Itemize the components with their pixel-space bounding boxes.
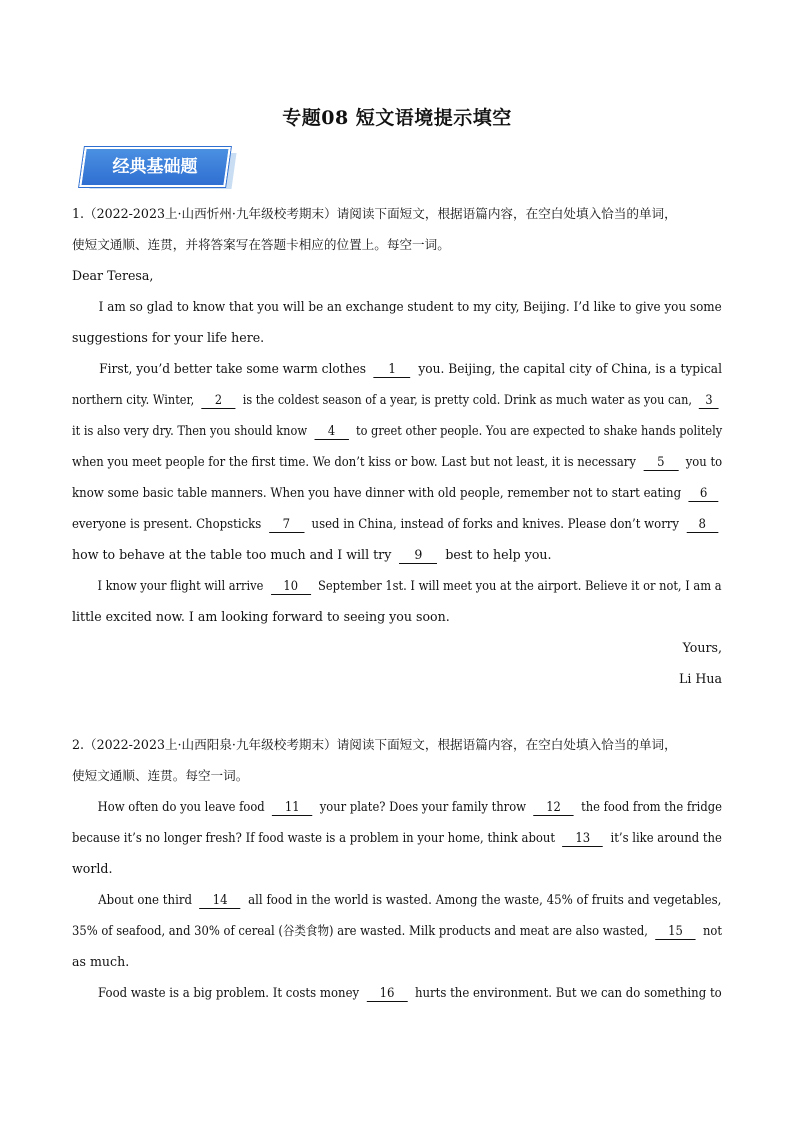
q1-paragraph-3-line [72, 570, 722, 601]
blank-14[interactable]: 14 [200, 892, 241, 909]
text-segment: I know your flight will arrive [97, 578, 264, 593]
text-segment: the food from the fridge [581, 799, 722, 814]
text-segment: know some basic table manners. When you have dinner with old people, remember not to start eating [72, 485, 682, 500]
blank-7[interactable]: 7 [269, 516, 304, 533]
text-segment: used in China, instead of forks and knives. Please don’t worry [311, 516, 680, 531]
badge-label: 经典基础题 [112, 157, 198, 177]
q1-paragraph-2-line [72, 353, 722, 384]
text-segment: First, you’d better take some warm clothes [99, 361, 367, 376]
text-segment: your plate? Does your family throw [319, 799, 527, 814]
q2-paragraph-1-line [72, 822, 722, 853]
q1-paragraph-2-line [72, 508, 707, 539]
q2-intro-line-2: 使短文通顺、连贯。每空一词。 [72, 768, 249, 783]
text-segment: hurts the environment. But we can do something to [414, 985, 722, 1000]
text-segment: everyone is present. Chopsticks [72, 516, 262, 531]
question-2 [72, 729, 722, 1008]
q1-paragraph-2-line [72, 415, 723, 446]
text-segment: 35% of seafood, and 30% of cereal (谷类食物) are wasted. Milk products and meat are also wasted, [72, 923, 648, 938]
q1-paragraph-2-line [72, 539, 722, 570]
q1-intro-line-1: 1.（2022-2023上·山西忻州·九年级校考期末）请阅读下面短文，根据语篇内容，在空白处填入恰当的单词， [72, 206, 677, 221]
q1-paragraph-2-line [72, 384, 713, 415]
text-segment: it is also very dry. Then you should know [72, 423, 308, 438]
question-1 [72, 198, 722, 694]
q2-paragraph-1-line [72, 791, 722, 822]
text-segment: is the coldest season of a year, is pretty cold. Drink as much water as you can, [242, 392, 692, 407]
q1-intro-line-2: 使短文通顺、连贯，并将答案写在答题卡相应的位置上。每空一词。 [72, 237, 450, 252]
q1-paragraph-1-line: suggestions for your life here. [72, 330, 265, 345]
q2-paragraph-3-line [72, 977, 722, 1008]
blank-11[interactable]: 11 [272, 799, 312, 816]
text-segment: northern city. Winter, [72, 392, 195, 407]
text-segment: to greet other people. You are expected to shake hands politely [355, 423, 723, 438]
text-segment: About one third [98, 892, 193, 907]
text-segment: you to [685, 454, 723, 469]
text-segment: all food in the world is wasted. Among the waste, 45% of fruits and vegetables, [248, 892, 722, 907]
letter-signature: Li Hua [679, 671, 722, 686]
blank-1[interactable]: 1 [374, 361, 411, 378]
blank-3[interactable]: 3 [699, 392, 719, 409]
blank-12[interactable]: 12 [533, 799, 573, 816]
q2-paragraph-1-line: world. [72, 861, 113, 876]
text-segment: not [702, 923, 723, 938]
blank-15[interactable]: 15 [655, 923, 695, 940]
q1-paragraph-3-line: little excited now. I am looking forward to seeing you soon. [72, 609, 450, 624]
q2-paragraph-2-line [72, 884, 722, 915]
q2-paragraph-2-line: as much. [72, 954, 130, 969]
letter-closing: Yours, [682, 640, 722, 655]
text-segment: it’s like around the [610, 830, 722, 845]
page-title: 专题08 短文语境提示填空 [282, 107, 512, 129]
q1-paragraph-2-line [72, 446, 723, 477]
text-segment: when you meet people for the first time. We don’t kiss or bow. Last but not least, it is necessary [72, 454, 636, 469]
text-segment: you. Beijing, the capital city of China, is a typical [418, 361, 722, 376]
q1-paragraph-2-line [72, 477, 708, 508]
text-segment: September 1st. I will meet you at the airport. Believe it or not, I am a [317, 578, 722, 593]
blank-4[interactable]: 4 [314, 423, 348, 440]
blank-5[interactable]: 5 [643, 454, 678, 471]
blank-8[interactable]: 8 [686, 516, 718, 533]
blank-16[interactable]: 16 [367, 985, 408, 1002]
blank-9[interactable]: 9 [399, 547, 437, 564]
text-segment: because it’s no longer fresh? If food waste is a problem in your home, think about [72, 830, 556, 845]
q2-intro-line-1: 2.（2022-2023上·山西阳泉·九年级校考期末）请阅读下面短文，根据语篇内容，在空白处填入恰当的单词， [72, 737, 677, 752]
blank-13[interactable]: 13 [562, 830, 603, 847]
text-segment: how to behave at the table too much and I will try [72, 547, 392, 562]
text-segment: best to help you. [445, 547, 552, 562]
q1-paragraph-1-line: I am so glad to know that you will be an exchange student to my city, Beijing. I’d like to give you some [98, 299, 722, 314]
text-segment: How often do you leave food [97, 799, 265, 814]
section-badge [80, 145, 240, 193]
text-segment: Food waste is a big problem. It costs money [98, 985, 360, 1000]
blank-2[interactable]: 2 [201, 392, 235, 409]
blank-10[interactable]: 10 [271, 578, 311, 595]
q2-paragraph-2-line [72, 915, 723, 946]
blank-6[interactable]: 6 [689, 485, 719, 502]
q1-salutation: Dear Teresa, [72, 268, 154, 283]
